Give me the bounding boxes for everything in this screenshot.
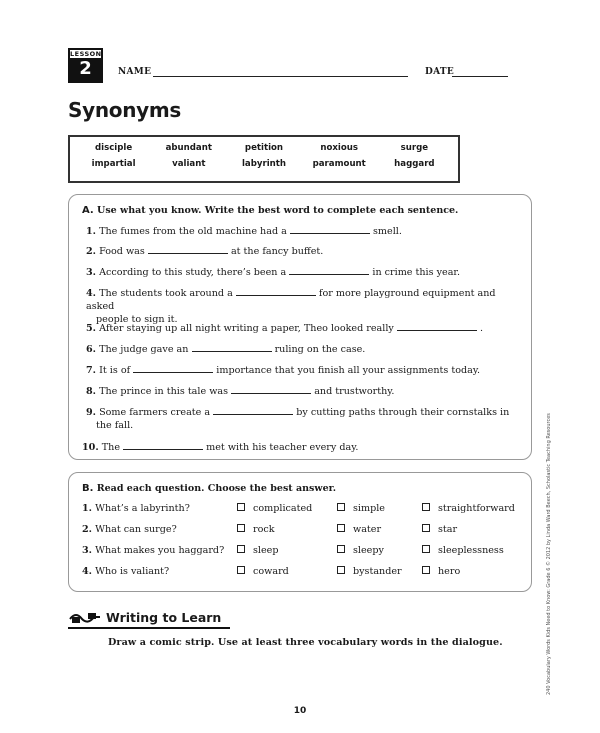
item-number: 4. [86, 288, 97, 299]
sentence-start: The [101, 442, 121, 453]
section-instruction: Read each question. Choose the best answer. [96, 483, 337, 494]
checkbox[interactable] [237, 503, 245, 511]
option-label: sleeplessness [438, 545, 504, 556]
answer-option[interactable] [422, 566, 460, 577]
sentence-end: smell. [373, 226, 402, 237]
option-label: simple [353, 503, 385, 514]
option-label: sleepy [353, 545, 384, 556]
answer-blank[interactable] [123, 440, 203, 450]
date-field[interactable] [452, 76, 508, 77]
sentence-end: . [479, 323, 484, 334]
answer-blank[interactable] [289, 265, 369, 275]
word-bank-item: impartial [91, 159, 136, 169]
answer-option[interactable] [422, 503, 515, 514]
section-instruction: Use what you know. Write the best word to complete each sentence. [97, 205, 459, 216]
sentence-end: met with his teacher every day. [206, 442, 359, 453]
answer-blank[interactable] [290, 224, 370, 234]
sentence-start: The students took around a [99, 288, 233, 299]
item-number: 1. [82, 503, 93, 514]
section-a-heading [82, 205, 458, 216]
lesson-number: 2 [79, 58, 92, 79]
item-number: 2. [82, 524, 93, 535]
checkbox[interactable] [337, 503, 345, 511]
lesson-label: LESSON [70, 50, 102, 58]
option-label: coward [253, 566, 289, 577]
answer-blank[interactable] [236, 286, 316, 296]
answer-blank[interactable] [133, 363, 213, 373]
lesson-badge [68, 48, 103, 83]
option-label: sleep [253, 545, 279, 556]
sentence-item [86, 363, 526, 377]
answer-blank[interactable] [148, 244, 228, 254]
word-bank [68, 135, 460, 183]
answer-option[interactable] [337, 503, 385, 514]
item-number: 1. [86, 226, 97, 237]
sentence-start: The fumes from the old machine had a [99, 226, 287, 237]
item-number: 2. [86, 246, 97, 257]
question-text [82, 566, 169, 577]
item-number: 7. [86, 365, 97, 376]
answer-option[interactable] [422, 524, 457, 535]
word-bank-item: abundant [165, 143, 212, 153]
sentence-item [82, 440, 522, 454]
answer-blank[interactable] [213, 405, 293, 415]
word-bank-item: paramount [312, 159, 366, 169]
answer-option[interactable] [237, 503, 312, 514]
page-title: Synonyms [68, 98, 182, 122]
checkbox[interactable] [237, 524, 245, 532]
sentence-start: Some farmers create a [99, 407, 211, 418]
checkbox[interactable] [337, 524, 345, 532]
sentence-start: It is of [99, 365, 131, 376]
checkbox[interactable] [237, 566, 245, 574]
writing-instruction: Draw a comic strip. Use at least three vocabulary words in the dialogue. [108, 637, 503, 648]
section-b-heading [82, 483, 336, 494]
item-number: 4. [82, 566, 93, 577]
option-label: complicated [253, 503, 313, 514]
sentence-continuation: the fall. [96, 420, 134, 431]
item-number: 5. [86, 323, 97, 334]
question-label: What makes you haggard? [95, 545, 225, 556]
answer-option[interactable] [237, 566, 289, 577]
section-letter: B. [82, 483, 94, 494]
question-text [82, 545, 224, 556]
question-label: Who is valiant? [95, 566, 170, 577]
option-label: rock [253, 524, 275, 535]
sentence-item [86, 265, 526, 279]
item-number: 3. [82, 545, 93, 556]
word-bank-item: haggard [394, 159, 435, 169]
checkbox[interactable] [422, 566, 430, 574]
sentence-item [86, 286, 526, 326]
sentence-item [86, 342, 526, 356]
option-label: water [353, 524, 382, 535]
checkbox[interactable] [422, 545, 430, 553]
answer-blank[interactable] [397, 321, 477, 331]
checkbox[interactable] [422, 503, 430, 511]
sentence-continuation: people to sign it. [96, 314, 178, 325]
checkbox[interactable] [337, 545, 345, 553]
sentence-end: and trustworthy. [314, 386, 395, 397]
sentence-start: The judge gave an [99, 344, 189, 355]
sentence-end: importance that you finish all your assignments today. [216, 365, 481, 376]
question-text [82, 524, 177, 535]
checkbox[interactable] [337, 566, 345, 574]
name-field[interactable] [153, 76, 408, 77]
answer-option[interactable] [337, 566, 402, 577]
copyright-credit: 240 Vocabulary Words Kids Need to Know: Grade 6 © 2012 by Linda Ward Beech, Scholastic Teaching Resources [546, 413, 552, 695]
option-label: star [438, 524, 458, 535]
question-text [82, 503, 190, 514]
item-number: 8. [86, 386, 97, 397]
sentence-item [86, 244, 526, 258]
answer-option[interactable] [422, 545, 504, 556]
sentence-start: According to this study, there’s been a [99, 267, 287, 278]
sentence-end: in crime this year. [372, 267, 460, 278]
page-number: 10 [293, 706, 307, 716]
sentence-item [86, 224, 526, 238]
question-label: What can surge? [95, 524, 177, 535]
section-letter: A. [82, 205, 94, 216]
checkbox[interactable] [237, 545, 245, 553]
item-number: 3. [86, 267, 97, 278]
sentence-item [86, 405, 526, 432]
word-bank-item: labyrinth [241, 159, 286, 169]
answer-option[interactable] [237, 545, 279, 556]
date-label: DATE [425, 67, 455, 77]
word-bank-item: disciple [95, 143, 133, 153]
word-bank-item: petition [244, 143, 284, 153]
sentence-end: by cutting paths through their cornstalks in [296, 407, 510, 418]
item-number: 6. [86, 344, 97, 355]
item-number: 9. [86, 407, 97, 418]
answer-blank[interactable] [231, 384, 311, 394]
checkbox[interactable] [422, 524, 430, 532]
option-label: hero [438, 566, 461, 577]
answer-option[interactable] [237, 524, 275, 535]
item-number: 10. [82, 442, 99, 453]
word-bank-item: surge [400, 143, 429, 153]
answer-option[interactable] [337, 545, 384, 556]
sentence-start: After staying up all night writing a paper, Theo looked really [99, 323, 394, 334]
sentence-start: Food was [99, 246, 145, 257]
answer-blank[interactable] [192, 342, 272, 352]
word-bank-item: valiant [172, 159, 206, 169]
sentence-start: The prince in this tale was [99, 386, 229, 397]
answer-option[interactable] [337, 524, 381, 535]
option-label: bystander [353, 566, 402, 577]
word-bank-item: noxious [320, 143, 359, 153]
option-label: straightforward [438, 503, 515, 514]
question-label: What’s a labyrinth? [95, 503, 190, 514]
sentence-item [86, 321, 526, 335]
sentence-end: for more playground equipment and asked [86, 288, 496, 312]
sentence-item [86, 384, 526, 398]
divider [68, 627, 230, 629]
sentence-end: at the fancy buffet. [230, 246, 324, 257]
sentence-end: ruling on the case. [274, 344, 366, 355]
name-label: NAME [118, 67, 152, 77]
writing-title: Writing to Learn [106, 610, 222, 625]
